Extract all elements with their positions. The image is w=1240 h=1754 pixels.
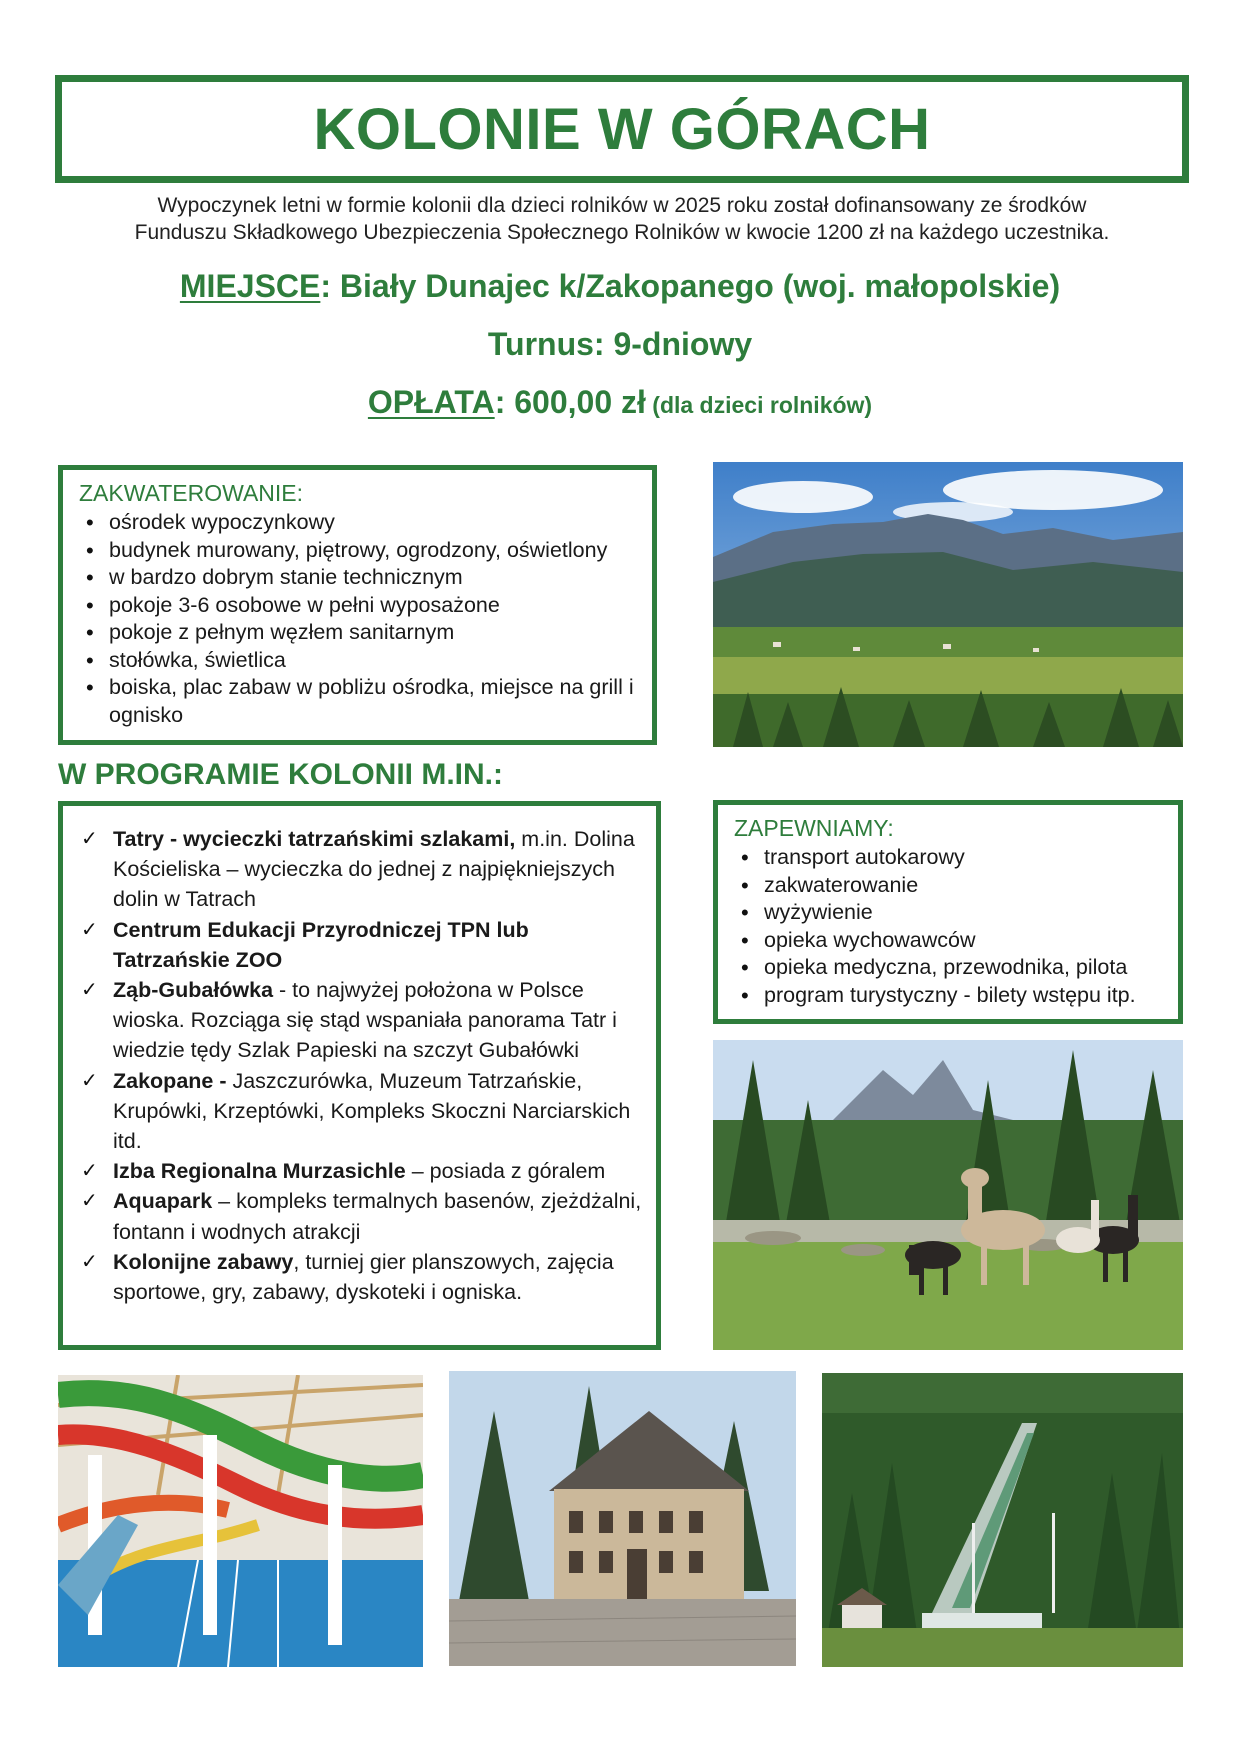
assurance-item: • opieka wychowawców (734, 927, 1162, 955)
accommodation-item: • w bardzo dobrym stanie technicznym (79, 564, 636, 592)
program-item (77, 824, 642, 915)
checkmark-icon: ✓ (81, 918, 98, 941)
intro-line-2: Funduszu Składkowego Ubezpieczenia Społecznego Rolników w kwocie 1200 zł na każdego uczestnika. (134, 221, 1110, 244)
program-item-text: m.in. Dolina Kościeliska – wycieczka do jednej z najpiękniejszych dolin w Tatrach (113, 827, 635, 912)
program-item (77, 1186, 642, 1246)
accommodation-item: • stołówka, świetlica (79, 647, 636, 675)
program-item-text: , turniej gier planszowych, zajęcia sportowe, gry, zabawy, dyskoteki i ogniska. (113, 1249, 614, 1305)
accommodation-item: • pokoje z pełnym węzłem sanitarnym (79, 619, 636, 647)
assurance-item: • program turystyczny - bilety wstępu itp. (734, 982, 1162, 1010)
accommodation-list (79, 509, 636, 729)
program-heading: W PROGRAMIE KOLONII M.IN.: (58, 758, 503, 791)
program-item-bold: Izba Regionalna Murzasichle (113, 1159, 406, 1184)
program-box (58, 801, 661, 1350)
program-item-text: – posiada z góralem (405, 1159, 606, 1184)
program-item-bold: Kolonijne zabawy (113, 1249, 294, 1274)
accommodation-item: • pokoje 3-6 osobowe w pełni wyposażone (79, 592, 636, 620)
program-item-bold: Aquapark (113, 1189, 213, 1214)
assurance-item: • transport autokarowy (734, 844, 1162, 872)
assurance-item: • zakwaterowanie (734, 872, 1162, 900)
mountain-landscape-photo (713, 462, 1183, 747)
fee-note: (dla dzieci rolników) (645, 392, 873, 418)
program-item-text: – kompleks termalnych basenów, zjeżdżalni, fontann i wodnych atrakcji (113, 1189, 642, 1244)
program-item (77, 1066, 642, 1157)
assurances-title: ZAPEWNIAMY: (734, 815, 894, 841)
fee-label: OPŁATA (367, 384, 495, 420)
page-title: KOLONIE W GÓRACH (313, 96, 931, 162)
place-label: MIEJSCE (179, 268, 321, 304)
alpacas-photo (713, 1040, 1183, 1350)
accommodation-item: • budynek murowany, piętrowy, ogrodzony, oświetlony (79, 537, 636, 565)
accommodation-item: • ośrodek wypoczynkowy (79, 509, 636, 537)
accommodation-box (58, 465, 657, 745)
program-list (77, 824, 642, 1307)
place-line (0, 268, 1240, 305)
intro-line-1: Wypoczynek letni w formie kolonii dla dzieci rolników w 2025 roku został dofinansowany ze środków (157, 194, 1087, 217)
ski-jump-complex-photo (822, 1373, 1183, 1667)
program-item-bold: Centrum Edukacji Przyrodniczej TPN lub Tatrzańskie ZOO (113, 917, 529, 972)
assurances-box (713, 800, 1183, 1024)
accommodation-title: ZAKWATEROWANIE: (79, 480, 304, 506)
aquapark-slides-photo (58, 1375, 423, 1667)
checkmark-icon: ✓ (81, 1190, 98, 1213)
program-item-bold: Tatry - wycieczki tatrzańskimi szlakami, (113, 827, 516, 851)
checkmark-icon: ✓ (81, 1250, 98, 1273)
title-frame (55, 75, 1189, 183)
fee-line (0, 384, 1240, 421)
checkmark-icon: ✓ (81, 1160, 98, 1183)
program-item-text: Jaszczurówka, Muzeum Tatrzańskie, Krupówki, Krzeptówki, Kompleks Skoczni Narciarskich itd. (113, 1068, 631, 1154)
program-item-bold: Ząb-Gubałówka (113, 978, 274, 1003)
intro-text (70, 192, 1174, 246)
assurance-item: • opieka medyczna, przewodnika, pilota (734, 954, 1162, 982)
program-item (77, 915, 642, 975)
program-item (77, 975, 642, 1066)
place-value: : Biały Dunajec k/Zakopanego (woj. małopolskie) (320, 268, 1061, 304)
program-item-text: - to najwyżej położona w Polsce wioska. Rozciąga się stąd wspaniała panorama Tatr i wiedzie tędy Szlak Papieski na szczyt Gubałówki (113, 978, 617, 1063)
program-item-bold: Zakopane - (113, 1068, 227, 1093)
program-item (77, 1156, 642, 1186)
assurance-item: • wyżywienie (734, 899, 1162, 927)
assurances-list (734, 844, 1162, 1009)
tatra-museum-building-photo (449, 1371, 796, 1666)
checkmark-icon: ✓ (81, 828, 98, 850)
fee-value: : 600,00 zł (494, 384, 646, 420)
checkmark-icon: ✓ (81, 1069, 98, 1092)
accommodation-item: • boiska, plac zabaw w pobliżu ośrodka, miejsce na grill i ognisko (79, 674, 636, 729)
checkmark-icon: ✓ (81, 979, 98, 1002)
program-item (77, 1247, 642, 1307)
turnus-line: Turnus: 9-dniowy (487, 326, 753, 362)
